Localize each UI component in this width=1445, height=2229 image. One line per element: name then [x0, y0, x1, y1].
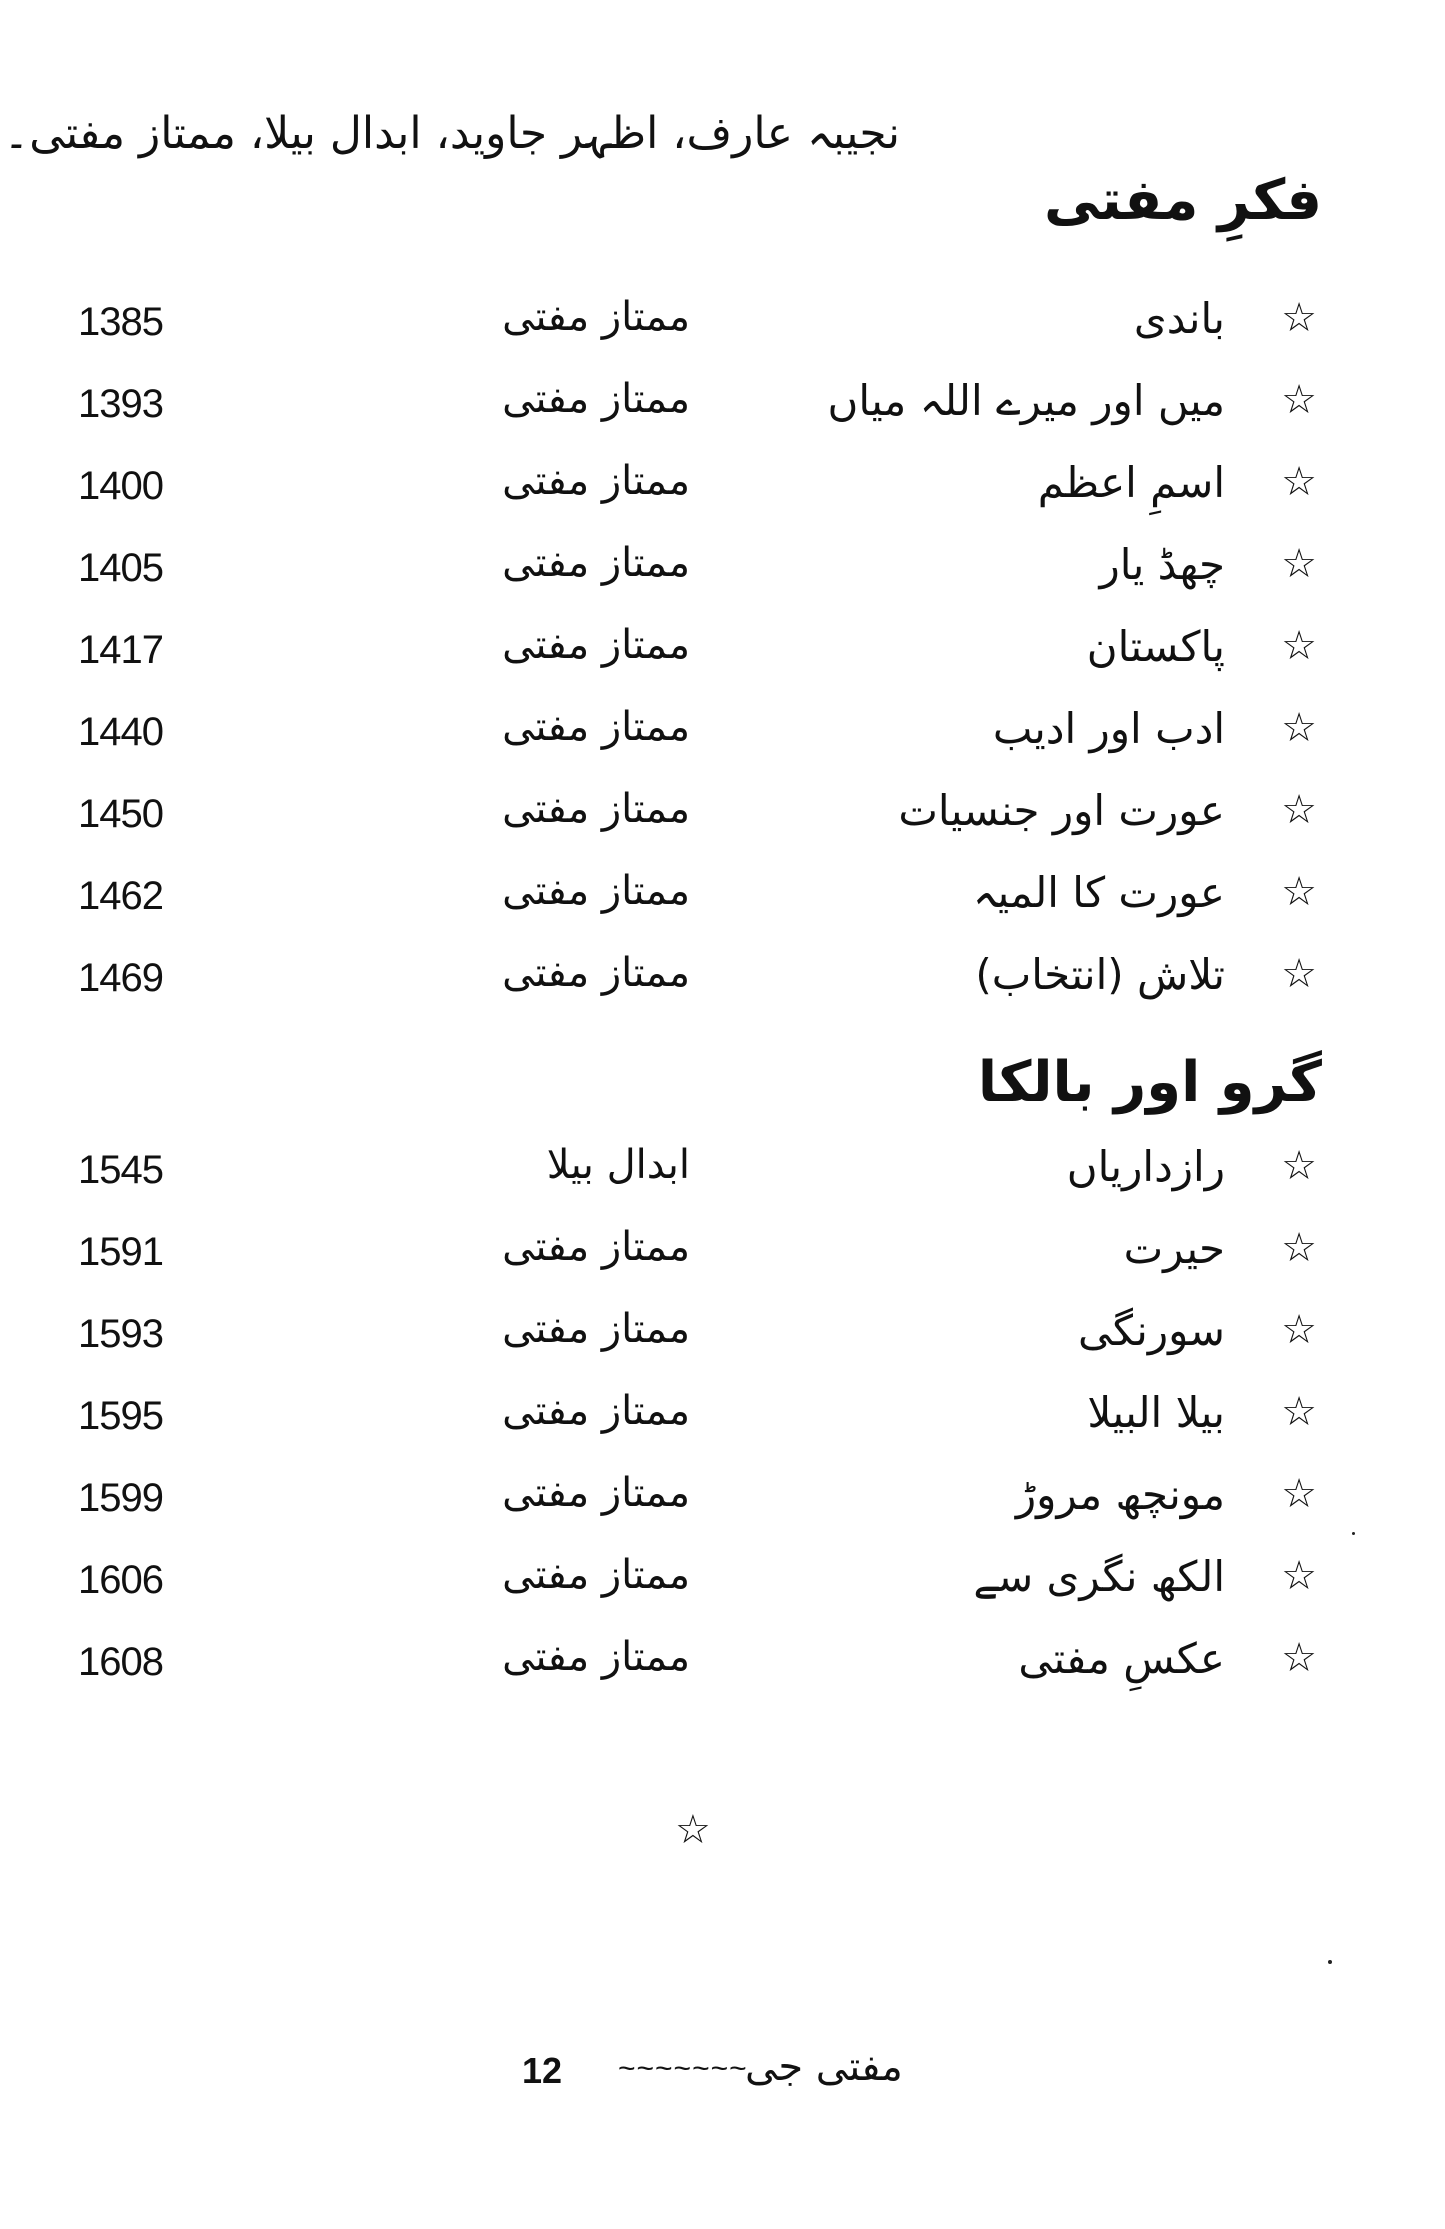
- toc-entry: [0, 374, 1445, 438]
- entry-title: عکسِ مفتی: [1018, 1634, 1225, 1683]
- entry-author: ممتاز مفتی: [502, 540, 690, 586]
- entry-title: سورنگی: [1077, 1306, 1225, 1355]
- entry-author: ممتاز مفتی: [502, 868, 690, 914]
- entry-author: ممتاز مفتی: [502, 1224, 690, 1270]
- entry-page-number: 1591: [78, 1230, 163, 1274]
- entry-page-number: 1593: [78, 1312, 163, 1356]
- entry-page-number: 1595: [78, 1394, 163, 1438]
- entry-author: ممتاز مفتی: [502, 1470, 690, 1516]
- toc-entry: [0, 1550, 1445, 1614]
- toc-entry: [0, 702, 1445, 766]
- toc-entry: [0, 784, 1445, 848]
- entry-author: ممتاز مفتی: [502, 458, 690, 504]
- entry-title: تلاش (انتخاب): [975, 950, 1225, 999]
- entry-title: مونچھ مروڑ: [1015, 1470, 1225, 1519]
- entry-title: پاکستان: [1086, 622, 1225, 671]
- entry-author: ممتاز مفتی: [502, 950, 690, 996]
- star-bullet-icon: ☆: [1281, 295, 1317, 341]
- entry-author: ممتاز مفتی: [502, 1388, 690, 1434]
- page-footer: [0, 2044, 1445, 2108]
- star-bullet-icon: ☆: [1281, 1225, 1317, 1271]
- star-bullet-icon: ☆: [1281, 1307, 1317, 1353]
- entry-page-number: 1469: [78, 956, 163, 1000]
- entry-title: باندی: [1133, 294, 1225, 343]
- entry-author: ممتاز مفتی: [502, 1634, 690, 1680]
- footer-separator: ~~~~~~~: [618, 2052, 748, 2085]
- entry-title: ادب اور ادیب: [992, 704, 1225, 753]
- entry-page-number: 1405: [78, 546, 163, 590]
- entry-author: ممتاز مفتی: [502, 294, 690, 340]
- star-bullet-icon: ☆: [1281, 1471, 1317, 1517]
- entry-title: چھڈ یار: [1099, 540, 1225, 589]
- scan-speck: [1328, 1960, 1332, 1964]
- entry-page-number: 1400: [78, 464, 163, 508]
- toc-entry: [0, 1386, 1445, 1450]
- entry-page-number: 1545: [78, 1148, 163, 1192]
- star-bullet-icon: ☆: [1281, 623, 1317, 669]
- entry-page-number: 1393: [78, 382, 163, 426]
- entry-page-number: 1606: [78, 1558, 163, 1602]
- star-bullet-icon: ☆: [1281, 787, 1317, 833]
- star-bullet-icon: ☆: [1281, 869, 1317, 915]
- entry-title: میں اور میرے اللہ میاں: [827, 376, 1225, 425]
- intro-line: نجیبہ عارف، اظہر جاوید، ابدال بیلا، ممتاز مفتی۔: [3, 108, 900, 159]
- entry-page-number: 1440: [78, 710, 163, 754]
- star-bullet-icon: ☆: [1281, 1553, 1317, 1599]
- entry-author: ممتاز مفتی: [502, 786, 690, 832]
- entry-page-number: 1599: [78, 1476, 163, 1520]
- entry-author: ابدال بیلا: [546, 1142, 690, 1188]
- toc-entry: [0, 866, 1445, 930]
- toc-entry: [0, 1222, 1445, 1286]
- toc-entry: [0, 1304, 1445, 1368]
- scan-speck: [1352, 1532, 1355, 1535]
- toc-entry: [0, 1468, 1445, 1532]
- star-bullet-icon: ☆: [1281, 377, 1317, 423]
- toc-entry: [0, 538, 1445, 602]
- entry-title: عورت اور جنسیات: [898, 786, 1225, 835]
- entry-author: ممتاز مفتی: [502, 1552, 690, 1598]
- toc-entry: [0, 620, 1445, 684]
- entry-title: بیلا البیلا: [1087, 1388, 1225, 1437]
- entry-page-number: 1417: [78, 628, 163, 672]
- star-bullet-icon: ☆: [1281, 1635, 1317, 1681]
- star-bullet-icon: ☆: [1281, 541, 1317, 587]
- entry-title: اسمِ اعظم: [1037, 458, 1225, 507]
- entry-title: الکھ نگری سے: [973, 1552, 1225, 1601]
- entry-page-number: 1608: [78, 1640, 163, 1684]
- entry-title: عورت کا المیہ: [972, 868, 1225, 917]
- star-bullet-icon: ☆: [1281, 705, 1317, 751]
- entry-title: حیرت: [1123, 1224, 1225, 1273]
- entry-title: رازداریاں: [1066, 1142, 1225, 1191]
- toc-entry: [0, 292, 1445, 356]
- section-heading: فکرِ مفتی: [1043, 168, 1322, 233]
- entry-page-number: 1462: [78, 874, 163, 918]
- entry-author: ممتاز مفتی: [502, 1306, 690, 1352]
- end-star-ornament: ☆: [675, 1807, 711, 1853]
- page-number: 12: [522, 2050, 563, 2091]
- star-bullet-icon: ☆: [1281, 1389, 1317, 1435]
- entry-author: ممتاز مفتی: [502, 622, 690, 668]
- entry-page-number: 1385: [78, 300, 163, 344]
- toc-entry: [0, 1140, 1445, 1204]
- section-heading: گرو اور بالکا: [977, 1050, 1322, 1115]
- entry-page-number: 1450: [78, 792, 163, 836]
- star-bullet-icon: ☆: [1281, 459, 1317, 505]
- star-bullet-icon: ☆: [1281, 951, 1317, 997]
- toc-entry: [0, 456, 1445, 520]
- toc-entry: [0, 948, 1445, 1012]
- star-bullet-icon: ☆: [1281, 1143, 1317, 1189]
- entry-author: ممتاز مفتی: [502, 704, 690, 750]
- toc-entry: [0, 1632, 1445, 1696]
- entry-author: ممتاز مفتی: [502, 376, 690, 422]
- book-title: مفتی جی: [745, 2044, 903, 2090]
